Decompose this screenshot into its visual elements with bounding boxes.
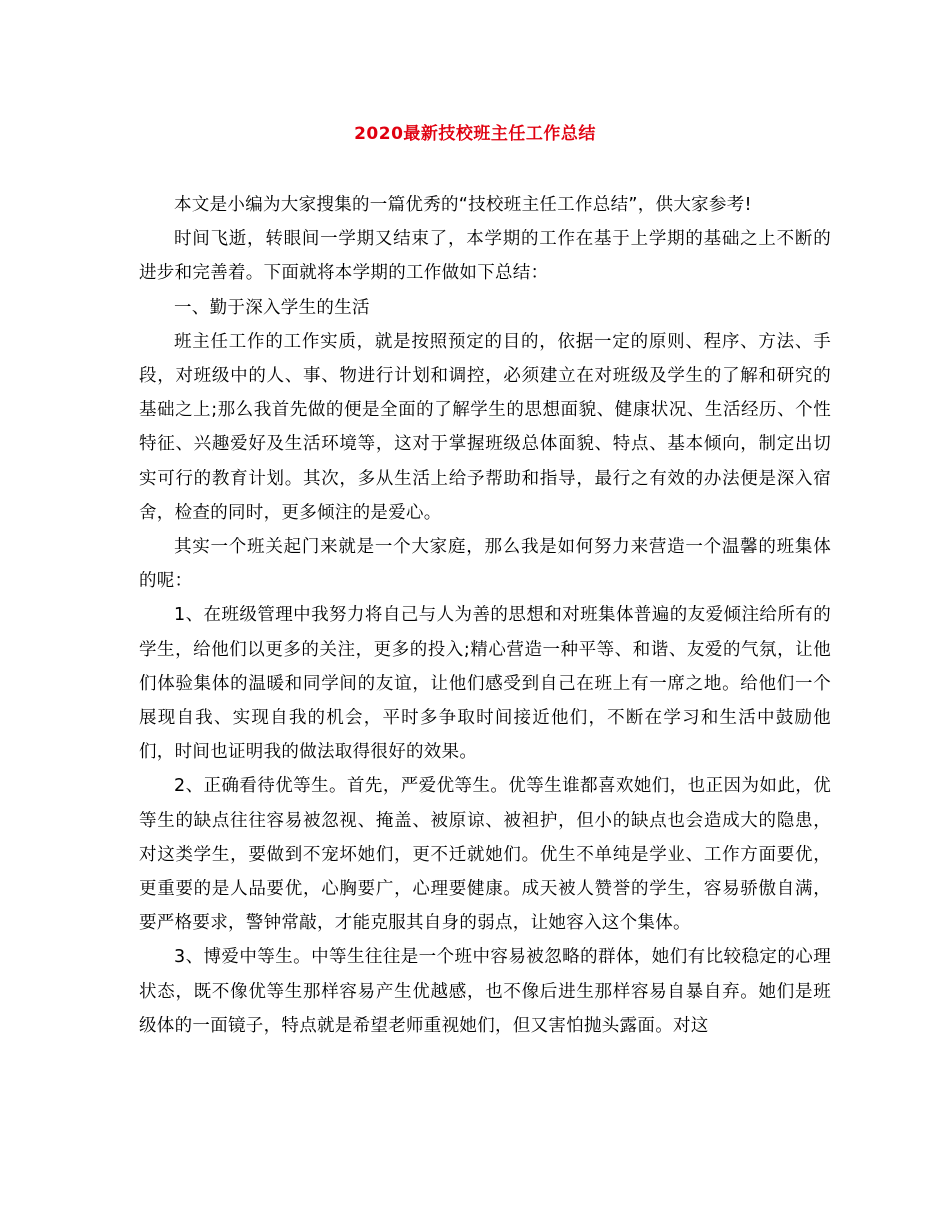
paragraph-intro: 本文是小编为大家搜集的一篇优秀的“技校班主任工作总结”，供大家参考! [174, 195, 752, 215]
document-body [139, 188, 831, 1043]
section-heading-1: 一、勤于深入学生的生活 [174, 297, 370, 318]
paragraph-class-family: 其实一个班关起门来就是一个大家庭，那么我是如何努力来营造一个温馨的班集体的呢： [139, 537, 831, 592]
document-title: 2020最新技校班主任工作总结 [354, 124, 596, 144]
paragraph-point-1: 1、在班级管理中我努力将自己与人为善的思想和对班集体普遍的友爱倾注给所有的学生，给他们以更多的关注，更多的投入;精心营造一种平等、和谐、友爱的气氛，让他们体验集体的温暖和同学间的友谊，让他们感受到自己在班上有一席之地。给他们一个展现自我、实现自我的机会，平时多争取时间接近他们，不断在学习和生活中鼓励他们，时间也证明我的做法取得很好的效果。 [139, 605, 831, 763]
paragraph-point-2: 2、正确看待优等生。首先，严爱优等生。优等生谁都喜欢她们，也正因为如此，优等生的缺点往往容易被忽视、掩盖、被原谅、被袒护，但小的缺点也会造成大的隐患，对这类学生，要做到不宠坏她们，更不迁就她们。优生不单纯是学业、工作方面要优，更重要的是人品要优，心胸要广，心理要健康。成天被人赞誉的学生，容易骄傲自满，要严格要求，警钟常敲，才能克服其自身的弱点，让她容入这个集体。 [139, 776, 831, 934]
paragraph-opening: 时间飞逝，转眼间一学期又结束了，本学期的工作在基于上学期的基础之上不断的进步和完善着。下面就将本学期的工作做如下总结： [139, 229, 831, 284]
paragraph-point-3: 3、博爱中等生。中等生往往是一个班中容易被忽略的群体，她们有比较稳定的心理状态，既不像优等生那样容易产生优越感，也不像后进生那样容易自暴自弃。她们是班级体的一面镜子，特点就是希望老师重视她们，但又害怕抛头露面。对这 [139, 947, 831, 1036]
paragraph-section-1: 班主任工作的工作实质，就是按照预定的目的，依据一定的原则、程序、方法、手段，对班级中的人、事、物进行计划和调控，必须建立在对班级及学生的了解和研究的基础之上;那么我首先做的便是全面的了解学生的思想面貌、健康状况、生活经历、个性特征、兴趣爱好及生活环境等，这对于掌握班级总体面貌、特点、基本倾向，制定出切实可行的教育计划。其次，多从生活上给予帮助和指导，最行之有效的办法便是深入宿舍，检查的同时，更多倾注的是爱心。 [139, 331, 831, 523]
